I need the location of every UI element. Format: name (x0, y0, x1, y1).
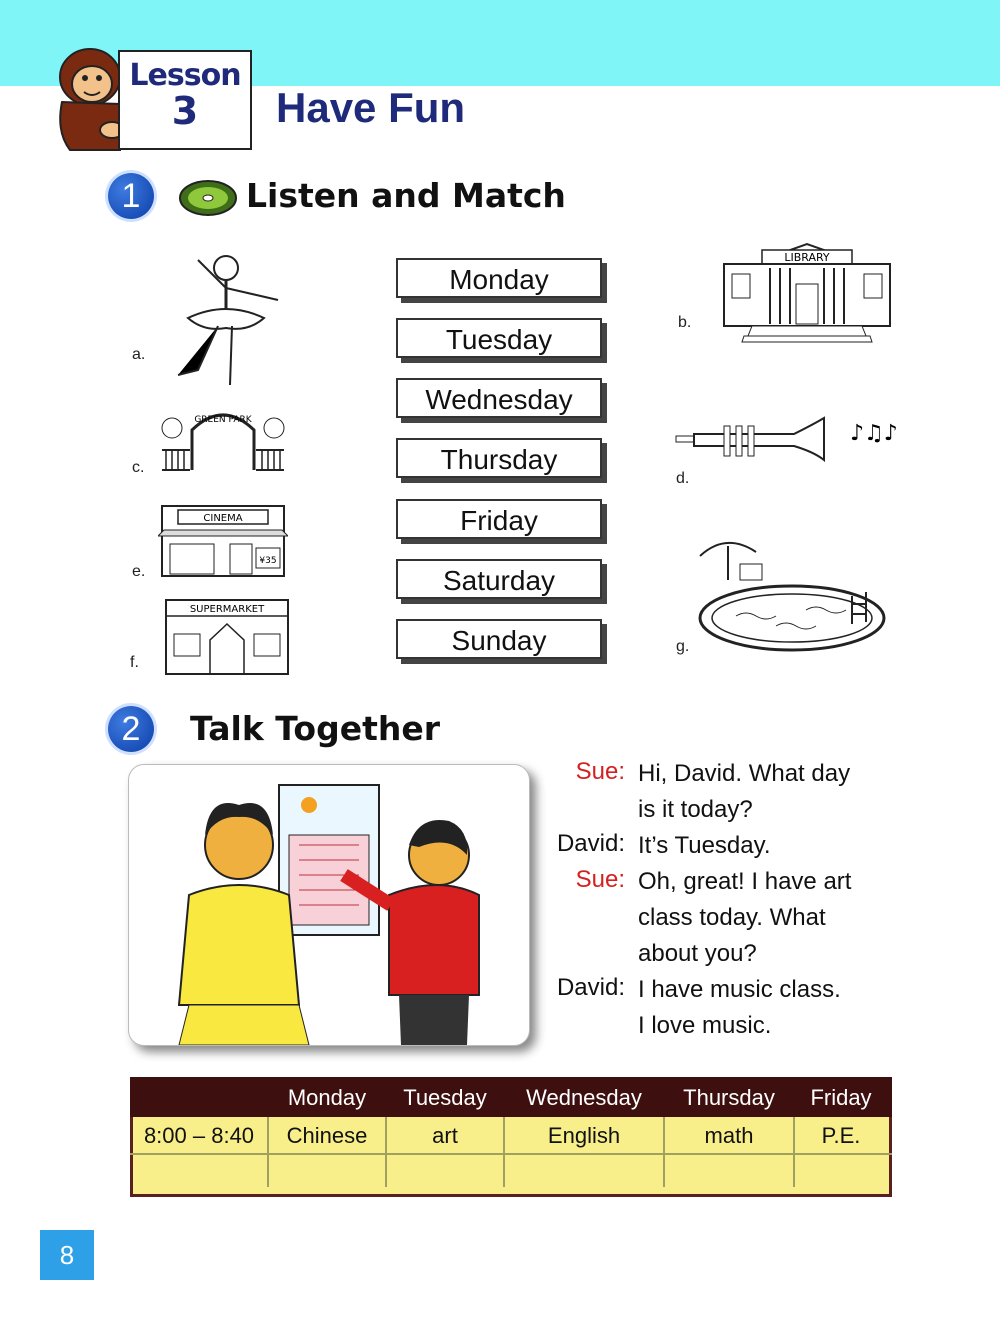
ticket-price-text: ¥35 (259, 556, 277, 566)
timetable-row-divider (130, 1153, 892, 1155)
label-g: g. (676, 638, 690, 655)
lesson-badge (118, 50, 252, 150)
label-d: d. (676, 470, 690, 487)
day-saturday[interactable]: Saturday (396, 559, 602, 599)
lesson-number: 3 (171, 89, 199, 133)
library-building-icon[interactable] (722, 240, 892, 344)
cinema-sign-text: CINEMA (203, 513, 243, 524)
lesson-word: Lesson (129, 58, 241, 93)
music-notes-icon: ♪♫♪ (850, 421, 898, 446)
timetable-cell: English (547, 1123, 621, 1148)
speaker-david-2: David: (556, 974, 625, 1001)
label-b: b. (678, 314, 692, 331)
swimming-pool-icon[interactable] (696, 530, 892, 652)
section-1-title: Listen and Match (246, 176, 566, 215)
supermarket-sign-text: SUPERMARKET (189, 604, 265, 615)
day-monday[interactable]: Monday (396, 258, 602, 298)
dialogue-line: It’s Tuesday. (638, 832, 771, 859)
cinema-building-icon[interactable] (158, 500, 288, 580)
speaker-sue-2: Sue: (575, 866, 625, 893)
label-a: a. (132, 346, 146, 363)
timetable-cell: Chinese (286, 1123, 368, 1148)
dialogue-line: I have music class. (638, 976, 841, 1003)
timetable-cell: art (432, 1123, 458, 1148)
dialogue-line: Oh, great! I have art (638, 868, 852, 895)
day-thursday[interactable]: Thursday (396, 438, 602, 478)
ballet-dancer-icon[interactable] (168, 240, 284, 390)
dialogue-line: class today. What (638, 904, 826, 931)
page-number: 8 (40, 1230, 94, 1280)
day-sunday[interactable]: Sunday (396, 619, 602, 659)
timetable-col-divider (385, 1117, 387, 1187)
dialogue-line: about you? (638, 940, 757, 967)
cd-icon (178, 178, 238, 218)
timetable-header: Wednesday (526, 1085, 642, 1110)
timetable-cell: P.E. (821, 1123, 861, 1148)
label-c: c. (132, 459, 145, 476)
section-1-number: 1 (108, 173, 154, 219)
speaker-sue-1: Sue: (575, 758, 625, 785)
children-calendar-icon (129, 765, 529, 1045)
timetable-header: Thursday (683, 1085, 775, 1110)
section-2-number: 2 (108, 706, 154, 752)
dialogue-illustration (128, 764, 530, 1046)
library-sign-text: LIBRARY (784, 251, 830, 264)
dialogue-line: is it today? (638, 796, 753, 823)
green-park-gate-icon[interactable] (160, 400, 286, 476)
dialogue-line: Hi, David. What day (638, 760, 851, 787)
trumpet-icon[interactable] (674, 410, 906, 466)
timetable-header: Friday (810, 1085, 872, 1110)
timetable-col-divider (663, 1117, 665, 1187)
timetable-cell: math (704, 1123, 754, 1148)
park-sign-text: GREEN PARK (194, 415, 252, 425)
timetable-col-divider (267, 1117, 269, 1187)
timetable-time: 8:00 – 8:40 (143, 1123, 255, 1148)
lesson-title: Have Fun (276, 84, 466, 131)
day-tuesday[interactable]: Tuesday (396, 318, 602, 358)
label-e: e. (132, 563, 146, 580)
section-2-title: Talk Together (190, 709, 440, 748)
timetable-header: Monday (287, 1085, 367, 1110)
supermarket-building-icon[interactable] (164, 598, 290, 678)
timetable-col-divider (503, 1117, 505, 1187)
timetable-header: Tuesday (403, 1085, 487, 1110)
day-wednesday[interactable]: Wednesday (396, 378, 602, 418)
label-f: f. (130, 654, 139, 671)
dialogue-line: I love music. (638, 1012, 772, 1039)
speaker-david-1: David: (556, 830, 625, 857)
timetable-col-divider (793, 1117, 795, 1187)
day-friday[interactable]: Friday (396, 499, 602, 539)
